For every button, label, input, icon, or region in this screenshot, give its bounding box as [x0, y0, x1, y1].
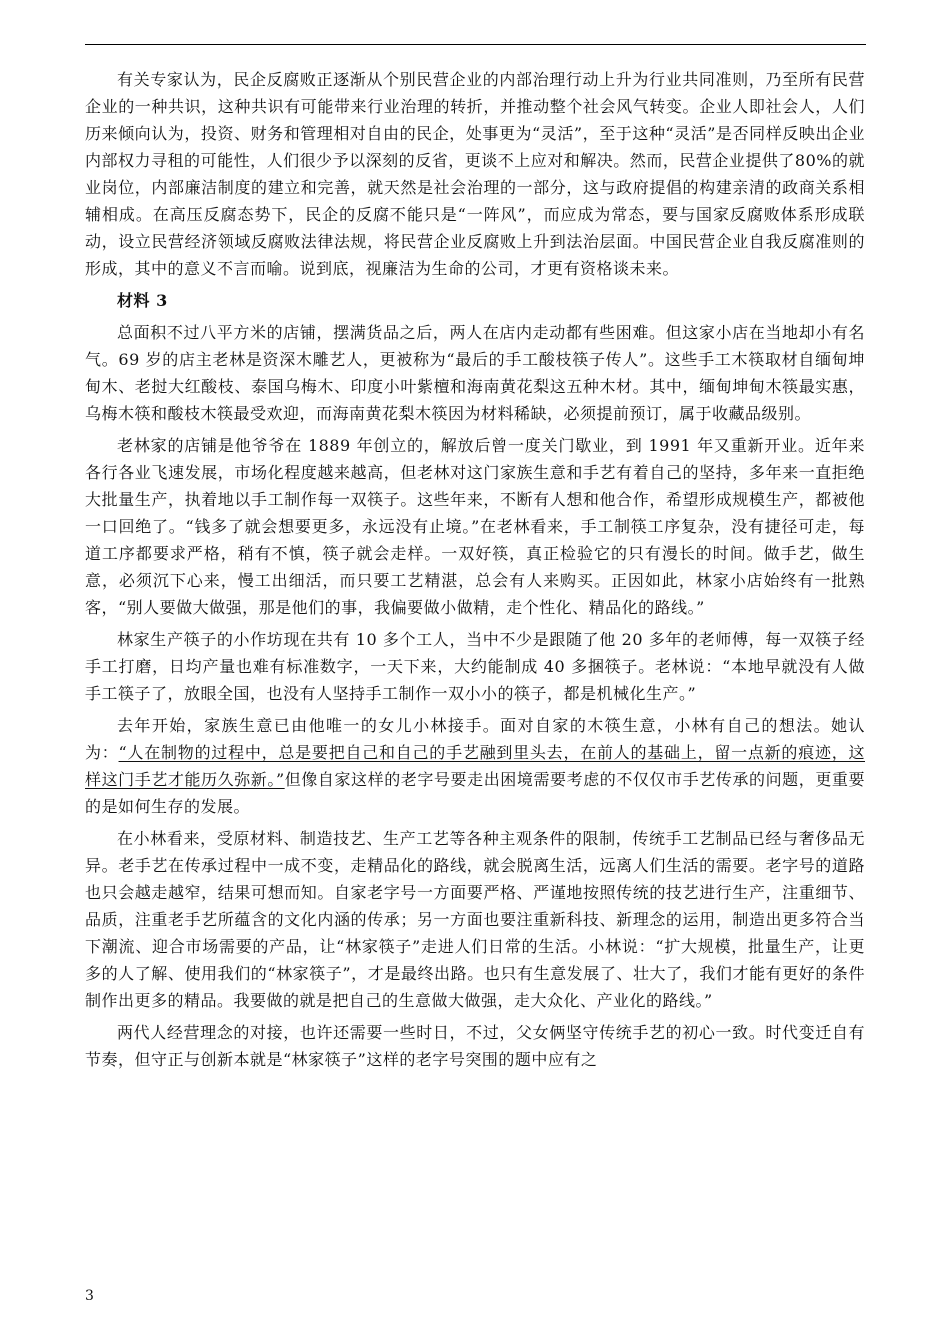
- section-heading: 材料 3: [117, 291, 168, 310]
- paragraph: 总面积不过八平方米的店铺，摆满货品之后，两人在店内走动都有些困难。但这家小店在当地却小有名气。69 岁的店主老林是资深木雕艺人，更被称为“最后的手工酸枝筷子传人”。这些手工木筷取材自缅甸坤甸木、老挝大红酸枝、泰国乌梅木、印度小叶紫檀和海南黄花梨这五种木材。其中，缅甸坤甸木筷最实惠，乌梅木筷和酸枝木筷最受欢迎，而海南黄花梨木筷因为材料稀缺，必须提前预订，属于收藏品级别。: [85, 323, 865, 423]
- paragraph: 林家生产筷子的小作坊现在共有 10 多个工人，当中不少是跟随了他 20 多年的老师傅，每一双筷子经手工打磨，日均产量也难有标准数字，一天下来，大约能制成 40 多捆筷子。老林说：“本地早就没有人做手工筷子了，放眼全国，也没有人坚持手工制作一双小小的筷子，都是机械化生产。”: [85, 630, 865, 703]
- paragraph: 老林家的店铺是他爷爷在 1889 年创立的，解放后曾一度关门歇业，到 1991 年又重新开业。近年来各行各业飞速发展，市场化程度越来越高，但老林对这门家族生意和手艺有着自己的坚持，多年来一直拒绝大批量生产，执着地以手工制作每一双筷子。这些年来，不断有人想和他合作，希望形成规模生产，都被他一口回绝了。“钱多了就会想要更多，永远没有止境。”在老林看来，手工制筷工序复杂，没有捷径可走，每道工序都要求严格，稍有不慎，筷子就会走样。一双好筷，真正检验它的只有漫长的时间。做手艺，做生意，必须沉下心来，慢工出细活，而只要工艺精湛，总会有人来购买。正因如此，林家小店始终有一批熟客，“别人要做大做强，那是他们的事，我偏要做小做精，走个性化、精品化的路线。”: [85, 436, 865, 617]
- paragraph: 两代人经营理念的对接，也许还需要一些时日，不过，父女俩坚守传统手艺的初心一致。时代变迁自有节奏，但守正与创新本就是“林家筷子”这样的老字号突围的题中应有之: [85, 1023, 865, 1069]
- underlined-quote: “人在制物的过程中，总是要把自己和自己的手艺融到里头去，在前人的基础上，留一点新的痕迹，这样这门手艺才能历久弥新。”: [85, 743, 865, 789]
- header-rule: [85, 44, 866, 45]
- page-number: 3: [85, 1288, 94, 1304]
- paragraph: 在小林看来，受原材料、制造技艺、生产工艺等各种主观条件的限制，传统手工艺制品已经与奢侈品无异。老手艺在传承过程中一成不变，走精品化的路线，就会脱离生活，远离人们生活的需要。老字号的道路也只会越走越窄，结果可想而知。自家老字号一方面要严格、严谨地按照传统的技艺进行生产，注重细节、品质，注重老手艺所蕴含的文化内涵的传承；另一方面也要注重新科技、新理念的运用，制造出更多符合当下潮流、迎合市场需要的产品，让“林家筷子”走进人们日常的生活。小林说：“扩大规模，批量生产，让更多的人了解、使用我们的“林家筷子”，才是最终出路。也只有生意发展了、壮大了，我们才能有更好的条件制作出更多的精品。我要做的就是把自己的生意做大做强，走大众化、产业化的路线。”: [85, 829, 865, 1010]
- paragraph-text: 但像自家这样的老字号要走出困境需要考虑的不仅仅市手艺传承的问题，更重要的是如何生存的发展。: [85, 770, 865, 816]
- paragraph-text: 去年开始，家族生意已由他唯一的女儿小林接手。面对自家的木筷生意，小林有自己的想法。她认为：: [85, 716, 865, 762]
- paragraph: 有关专家认为，民企反腐败正逐渐从个别民营企业的内部治理行动上升为行业共同准则，乃至所有民营企业的一种共识，这种共识有可能带来行业治理的转折，并推动整个社会风气转变。企业人即社会人，人们历来倾向认为，投资、财务和管理相对自由的民企，处事更为“灵活”，至于这种“灵活”是否同样反映出企业内部权力寻租的可能性，人们很少予以深刻的反省，更谈不上应对和解决。然而，民营企业提供了80%的就业岗位，内部廉洁制度的建立和完善，就天然是社会治理的一部分，这与政府提倡的构建亲清的政商关系相辅相成。在高压反腐态势下，民企的反腐不能只是“一阵风”，而应成为常态，要与国家反腐败体系形成联动，设立民营经济领域反腐败法律法规，将民营企业反腐败上升到法治层面。中国民营企业自我反腐准则的形成，其中的意义不言而喻。说到底，视廉洁为生命的公司，才更有资格谈未来。: [85, 70, 865, 278]
- document-body: [85, 66, 865, 1078]
- paragraph: [85, 712, 865, 820]
